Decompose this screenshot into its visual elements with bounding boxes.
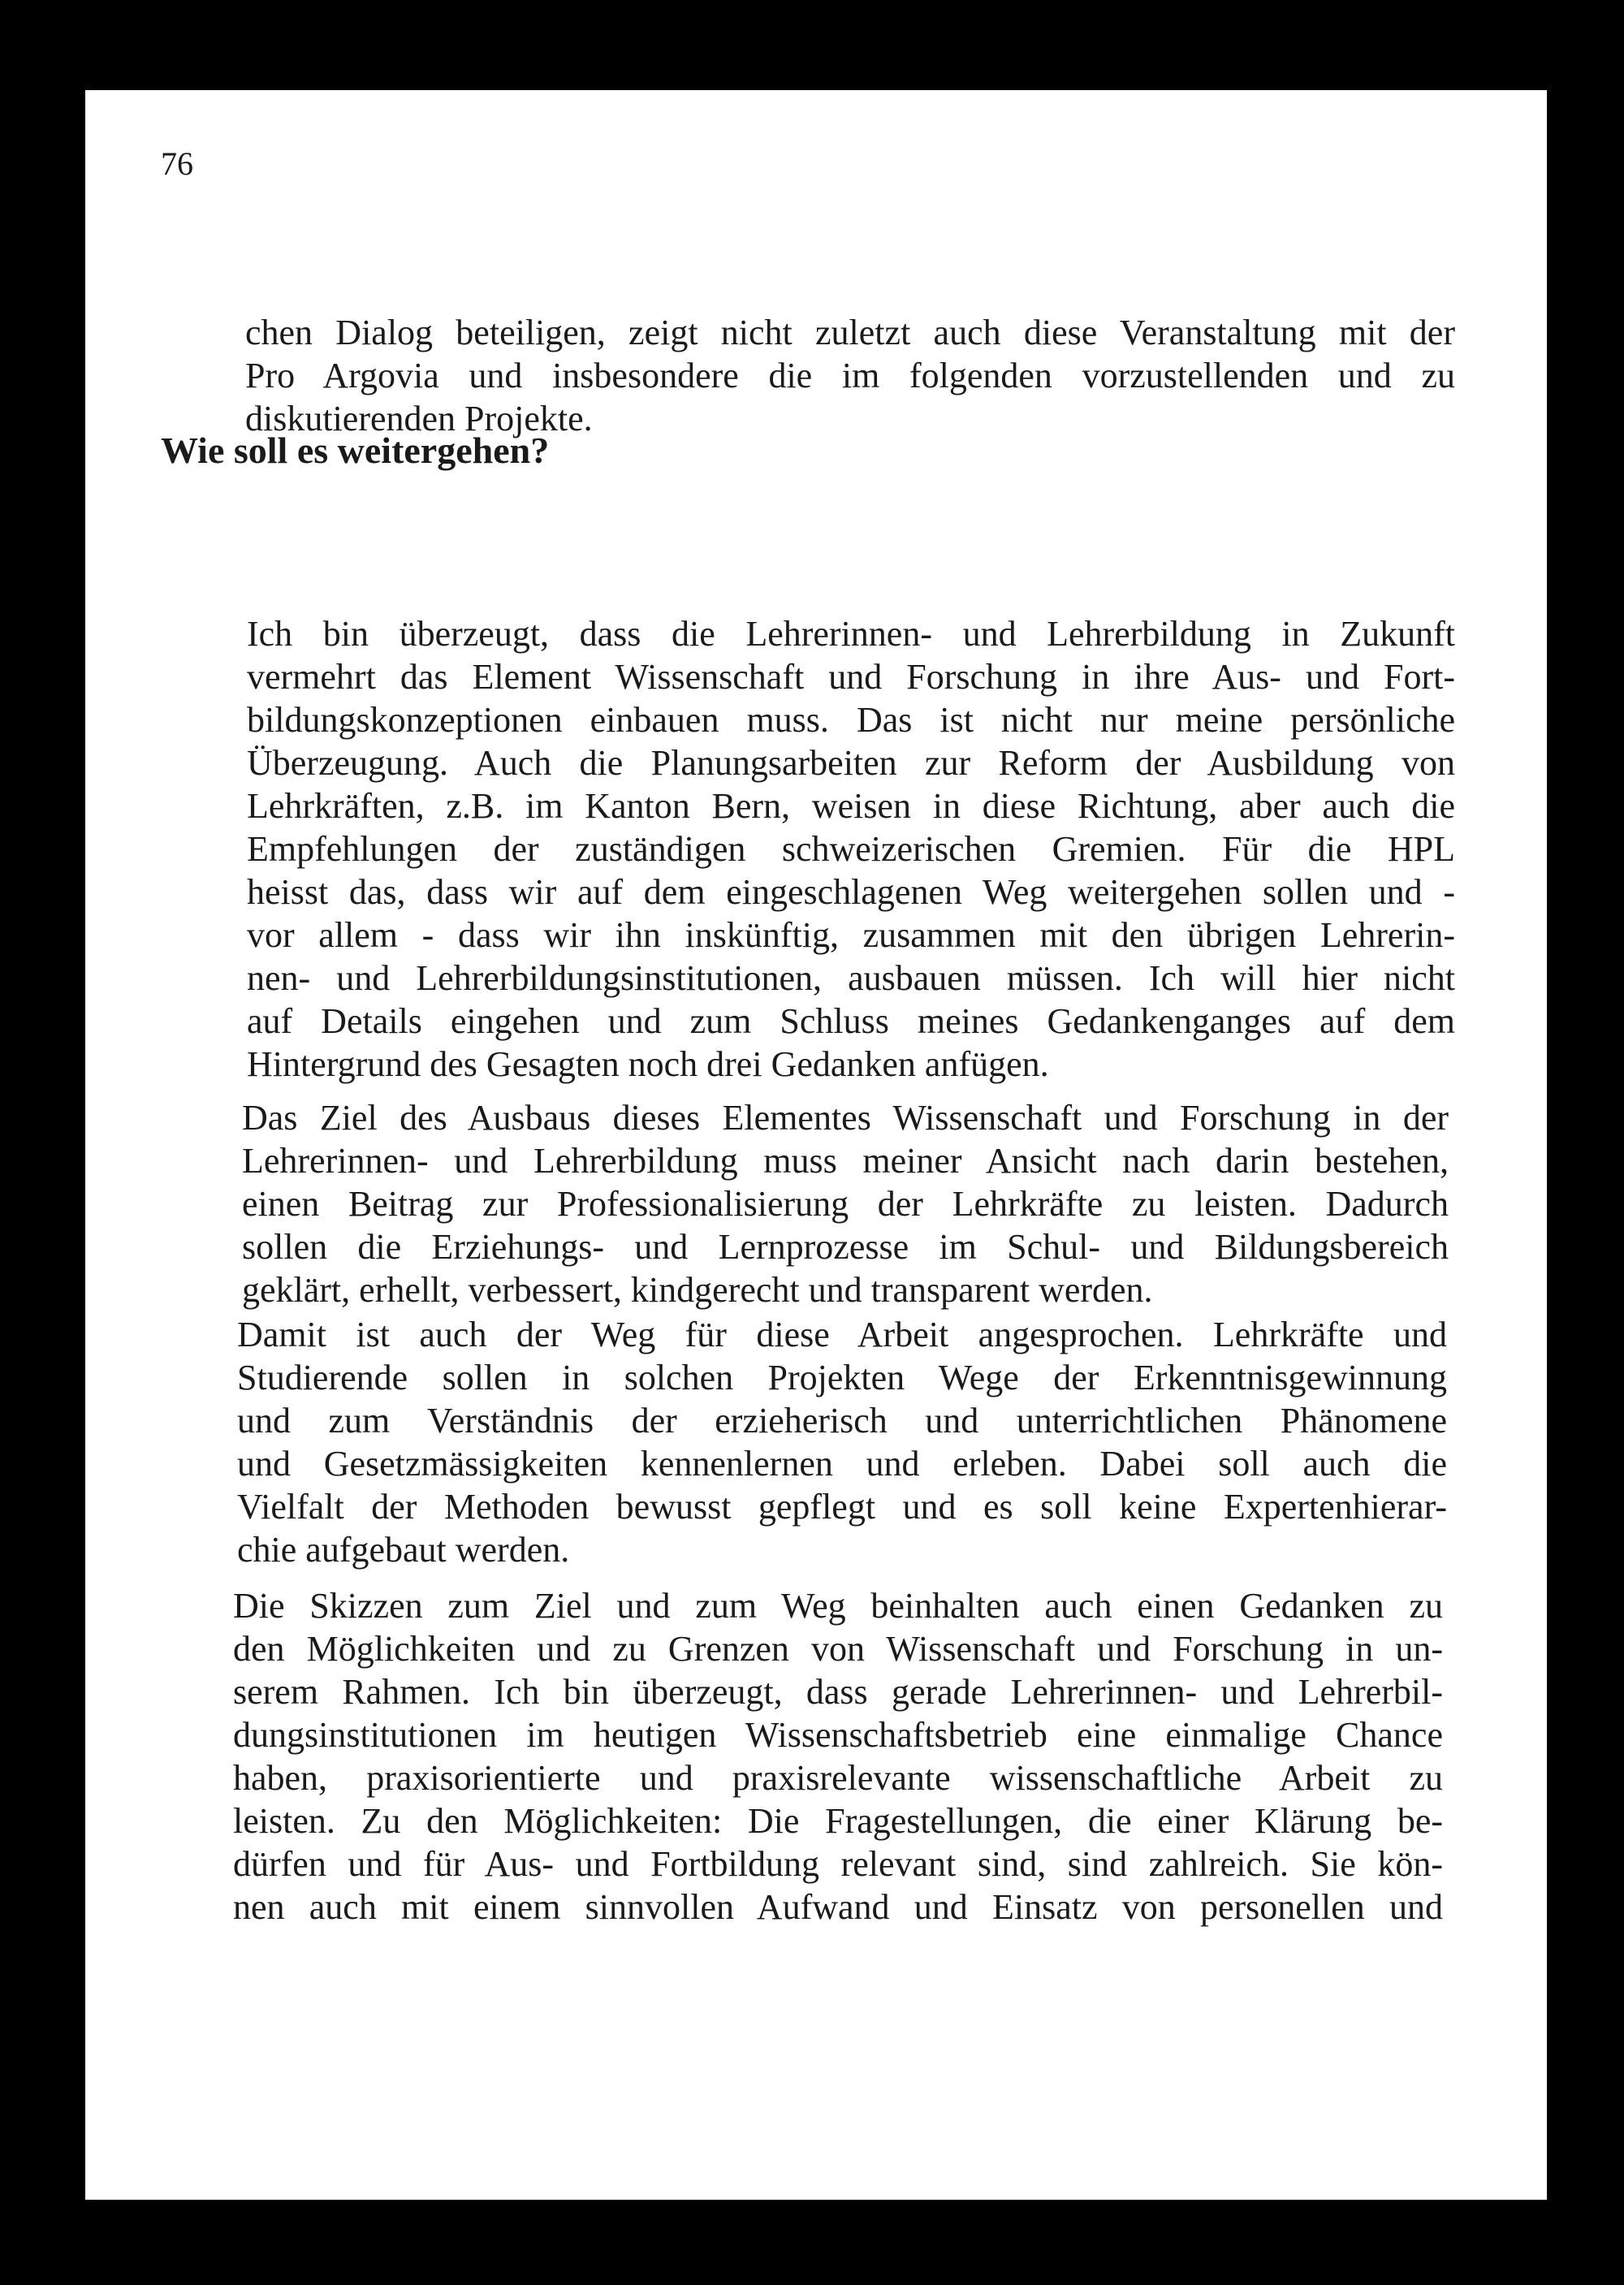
text-line: einen Beitrag zur Professionalisierung der Lehrkräfte zu leisten. Dadurch — [242, 1184, 1449, 1224]
text-line: Vielfalt der Methoden bewusst gepflegt und es soll keine Expertenhierar- — [237, 1487, 1447, 1527]
text-line: Lehrerinnen- und Lehrerbildung muss meiner Ansicht nach darin bestehen, — [242, 1141, 1449, 1181]
text-line: bildungskonzeptionen einbauen muss. Das ist nicht nur meine persönliche — [247, 700, 1455, 740]
text-line: dürfen und für Aus- und Fortbildung relevant sind, sind zahlreich. Sie kön- — [233, 1844, 1443, 1884]
text-line: haben, praxisorientierte und praxisrelevante wissenschaftliche Arbeit zu — [233, 1758, 1443, 1798]
paragraph — [233, 1584, 1443, 1929]
text-line: Lehrkräften, z.B. im Kanton Bern, weisen in diese Richtung, aber auch die — [247, 786, 1455, 826]
intro-paragraph — [245, 311, 1455, 440]
text-line: Studierende sollen in solchen Projekten Wege der Erkenntnisgewinnung — [237, 1358, 1447, 1397]
section-heading: Wie soll es weitergehen? — [161, 430, 550, 471]
paragraph — [237, 1313, 1447, 1571]
text-line: den Möglichkeiten und zu Grenzen von Wissenschaft und Forschung in un- — [233, 1629, 1443, 1669]
text-line: Empfehlungen der zuständigen schweizerischen Gremien. Für die HPL — [247, 829, 1455, 869]
text-line: Ich bin überzeugt, dass die Lehrerinnen- und Lehrerbildung in Zukunft — [247, 614, 1455, 654]
text-line: leisten. Zu den Möglichkeiten: Die Fragestellungen, die einer Klärung be- — [233, 1801, 1443, 1841]
text-line: vor allem - dass wir ihn inskünftig, zusammen mit den übrigen Lehrerin- — [247, 915, 1455, 955]
page-number: 76 — [161, 145, 193, 182]
text-line: Überzeugung. Auch die Planungsarbeiten zur Reform der Ausbildung von — [247, 743, 1455, 783]
text-line: Hintergrund des Gesagten noch drei Gedanken anfügen. — [247, 1044, 1049, 1084]
text-line: Damit ist auch der Weg für diese Arbeit angesprochen. Lehrkräfte und — [237, 1315, 1447, 1354]
text-line: sollen die Erziehungs- und Lernprozesse im Schul- und Bildungsbereich — [242, 1227, 1449, 1267]
text-line: Das Ziel des Ausbaus dieses Elementes Wissenschaft und Forschung in der — [242, 1098, 1449, 1138]
paragraph — [247, 612, 1455, 1086]
text-line: geklärt, erhellt, verbessert, kindgerecht und transparent werden. — [242, 1270, 1153, 1310]
text-line: nen auch mit einem sinnvollen Aufwand und Einsatz von personellen und — [233, 1887, 1443, 1927]
text-line: und zum Verständnis der erzieherisch und unterrichtlichen Phänomene — [237, 1401, 1447, 1441]
text-line: Die Skizzen zum Ziel und zum Weg beinhalten auch einen Gedanken zu — [233, 1586, 1443, 1626]
text-line: chen Dialog beteiligen, zeigt nicht zuletzt auch diese Veranstaltung mit der — [245, 313, 1455, 352]
text-line: auf Details eingehen und zum Schluss meines Gedankenganges auf dem — [247, 1001, 1455, 1041]
text-line: nen- und Lehrerbildungsinstitutionen, ausbauen müssen. Ich will hier nicht — [247, 958, 1455, 998]
text-line: vermehrt das Element Wissenschaft und Forschung in ihre Aus- und Fort- — [247, 657, 1455, 697]
text-line: chie aufgebaut werden. — [237, 1530, 570, 1570]
text-line: dungsinstitutionen im heutigen Wissenschaftsbetrieb eine einmalige Chance — [233, 1715, 1443, 1755]
text-line: serem Rahmen. Ich bin überzeugt, dass gerade Lehrerinnen- und Lehrerbil- — [233, 1672, 1443, 1712]
paragraph — [242, 1096, 1449, 1311]
text-line: Pro Argovia und insbesondere die im folgenden vorzustellenden und zu — [245, 356, 1455, 395]
text-line: heisst das, dass wir auf dem eingeschlagenen Weg weitergehen sollen und - — [247, 872, 1455, 912]
text-line: und Gesetzmässigkeiten kennenlernen und erleben. Dabei soll auch die — [237, 1444, 1447, 1484]
text-line: diskutierenden Projekte. — [245, 399, 593, 438]
